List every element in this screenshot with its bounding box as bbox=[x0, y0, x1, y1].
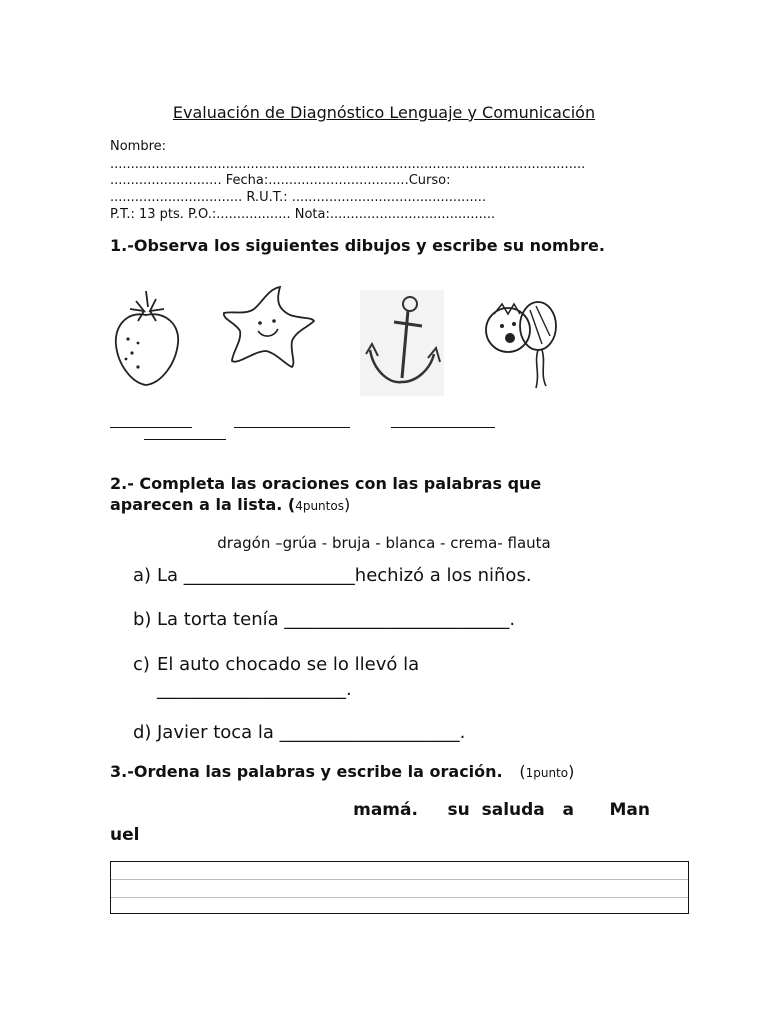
question-3-points: 1punto bbox=[525, 766, 569, 780]
page-title: Evaluación de Diagnóstico Lenguaje y Comunicación bbox=[172, 103, 596, 122]
answer-line-1[interactable] bbox=[110, 427, 192, 428]
answer-writing-box[interactable] bbox=[110, 861, 689, 914]
sentence-a-blank[interactable]: ___________________ bbox=[183, 565, 355, 586]
question-3-heading: 3.-Ordena las palabras y escribe la oración. (1punto) bbox=[110, 762, 575, 781]
question-2-heading: 2.- Completa las oraciones con las palabras que aparecen a la lista. (4puntos) bbox=[110, 474, 542, 514]
sentence-b-blank[interactable]: _________________________ bbox=[284, 609, 510, 630]
sentence-b: b) La torta tenía _________________________. bbox=[133, 609, 516, 630]
scrambled-words-line-1: mamá. su saluda a Man bbox=[353, 800, 650, 820]
answer-line-2[interactable] bbox=[234, 427, 350, 428]
scrambled-words-line-2: uel bbox=[110, 825, 140, 845]
fecha-curso-line: ........................... Fecha:..................................Curso: bbox=[110, 173, 451, 188]
question-1-heading: 1.-Observa los siguientes dibujos y escribe su nombre. bbox=[110, 236, 605, 255]
nombre-dots: ................................................................................................................... bbox=[110, 157, 586, 172]
sentence-a: a) La ___________________hechizó a los niños. bbox=[133, 565, 532, 586]
strawberry-icon bbox=[108, 287, 184, 389]
anchor-icon bbox=[360, 290, 444, 396]
sentence-c: c) El auto chocado se lo llevó la bbox=[133, 654, 420, 675]
nombre-label: Nombre: bbox=[110, 139, 167, 154]
answer-line-4[interactable] bbox=[144, 439, 226, 440]
sentence-d: d) Javier toca la ____________________. bbox=[133, 722, 466, 743]
answer-line-3[interactable] bbox=[391, 427, 495, 428]
sentence-d-blank[interactable]: ____________________ bbox=[279, 722, 460, 743]
pt-po-nota-line: P.T.: 13 pts. P.O.:.................. Nota:........................................ bbox=[110, 207, 496, 222]
question-2-points: 4puntos bbox=[295, 499, 344, 513]
rut-line: ................................ R.U.T.: ............................................... bbox=[110, 190, 486, 205]
clown-balloon-icon bbox=[480, 292, 564, 392]
word-list: dragón –grúa - bruja - blanca - crema- flauta bbox=[217, 534, 551, 552]
sentence-c-blank[interactable]: _____________________ bbox=[157, 679, 346, 700]
sentence-c-continuation: _____________________. bbox=[157, 679, 352, 700]
star-icon bbox=[218, 283, 318, 373]
